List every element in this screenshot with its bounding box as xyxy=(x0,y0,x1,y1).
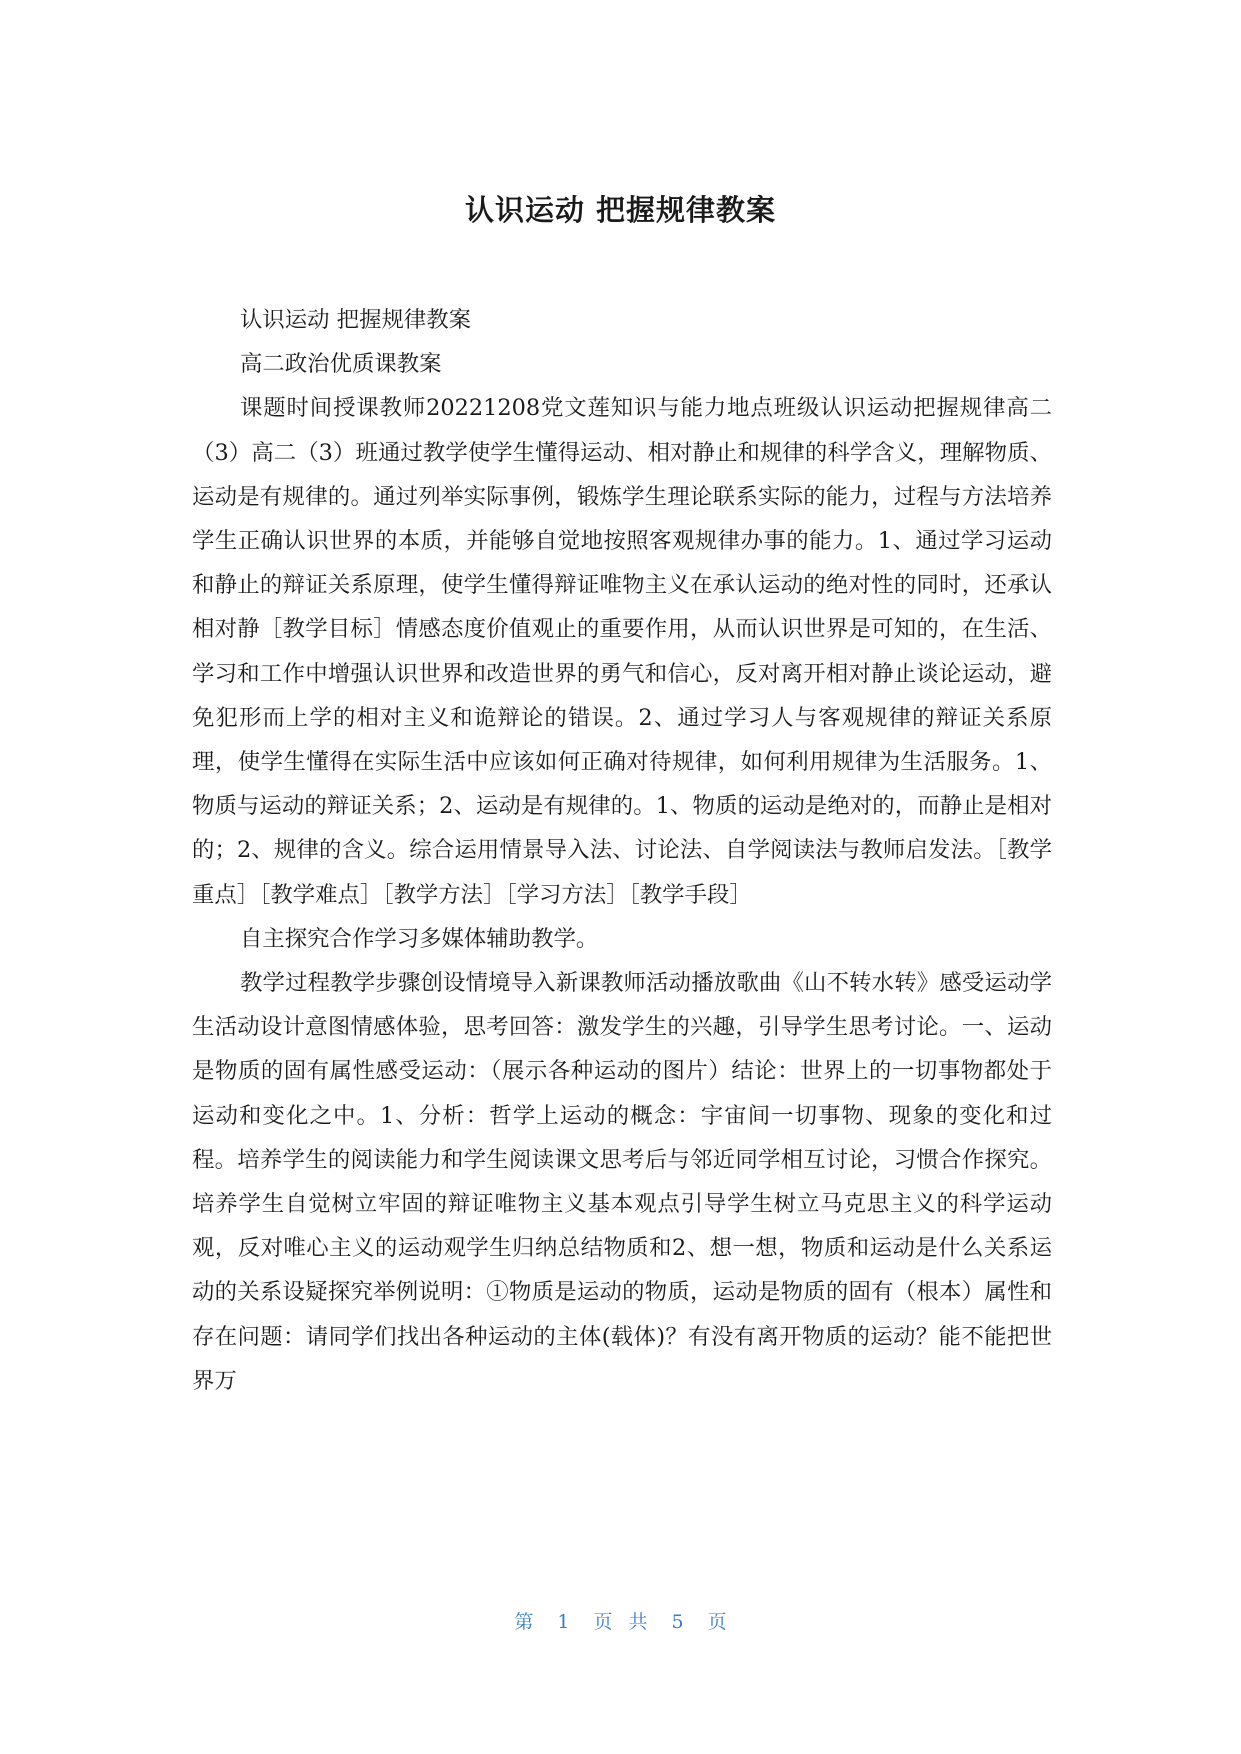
footer-total-pages: 5 xyxy=(671,1611,684,1633)
paragraph-teaching-means: 自主探究合作学习多媒体辅助教学。 xyxy=(240,925,599,952)
footer-middle: 页 共 xyxy=(593,1611,648,1633)
paragraph-category: 高二政治优质课教案 xyxy=(240,351,442,378)
document-title: 认识运动 把握规律教案 xyxy=(464,193,777,227)
footer-suffix: 页 xyxy=(707,1611,727,1633)
paragraph-teaching-process: 教学过程教学步骤创设情境导入新课教师活动播放歌曲《山不转水转》感受运动学生活动设计意图情感体验，思考回答：激发学生的兴趣，引导学生思考讨论。一、运动是物质的固有属性感受运动：（展示各种运动的图片）结论：世界上的一切事物都处于运动和变化之中。1、分析：哲学上运动的概念：宇宙间一切事物、现象的变化和过程。培养学生的阅读能力和学生阅读课文思考后与邻近同学相互讨论，习惯合作探究。培养学生自觉树立牢固的辩证唯物主义基本观点引导学生树立马克思主义的科学运动观，反对唯心主义的运动观学生归纳总结物质和2、想一想，物质和运动是什么关系运动的关系设疑探究举例说明：①物质是运动的物质，运动是物质的固有（根本）属性和存在问题：请同学们找出各种运动的主体(载体)？有没有离开物质的运动？能不能把世界万 xyxy=(192,970,1052,1394)
document-body xyxy=(192,298,1052,1403)
paragraph-lesson-objectives: 课题时间授课教师20221208党文莲知识与能力地点班级认识运动把握规律高二（3）高二（3）班通过教学使学生懂得运动、相对静止和规律的科学含义，理解物质、运动是有规律的。通过列举实际事例，锻炼学生理论联系实际的能力，过程与方法培养学生正确认识世界的本质，并能够自觉地按照客观规律办事的能力。1、通过学习运动和静止的辩证关系原理，使学生懂得辩证唯物主义在承认运动的绝对性的同时，还承认相对静［教学目标］情感态度价值观止的重要作用，从而认识世界是可知的，在生活、学习和工作中增强认识世界和改造世界的勇气和信心，反对离开相对静止谈论运动，避免犯形而上学的相对主义和诡辩论的错误。2、通过学习人与客观规律的辩证关系原理，使学生懂得在实际生活中应该如何正确对待规律，如何利用规律为生活服务。1、物质与运动的辩证关系；2、运动是有规律的。1、物质的运动是绝对的，而静止是相对的；2、规律的含义。综合运用情景导入法、讨论法、自学阅读法与教师启发法。［教学重点］［教学难点］［教学方法］［学习方法］［教学手段］ xyxy=(192,395,1052,908)
paragraph-subtitle: 认识运动 把握规律教案 xyxy=(240,307,472,333)
page-number-footer xyxy=(0,1608,1241,1636)
footer-prefix: 第 xyxy=(514,1611,534,1633)
footer-current-page: 1 xyxy=(557,1611,570,1633)
